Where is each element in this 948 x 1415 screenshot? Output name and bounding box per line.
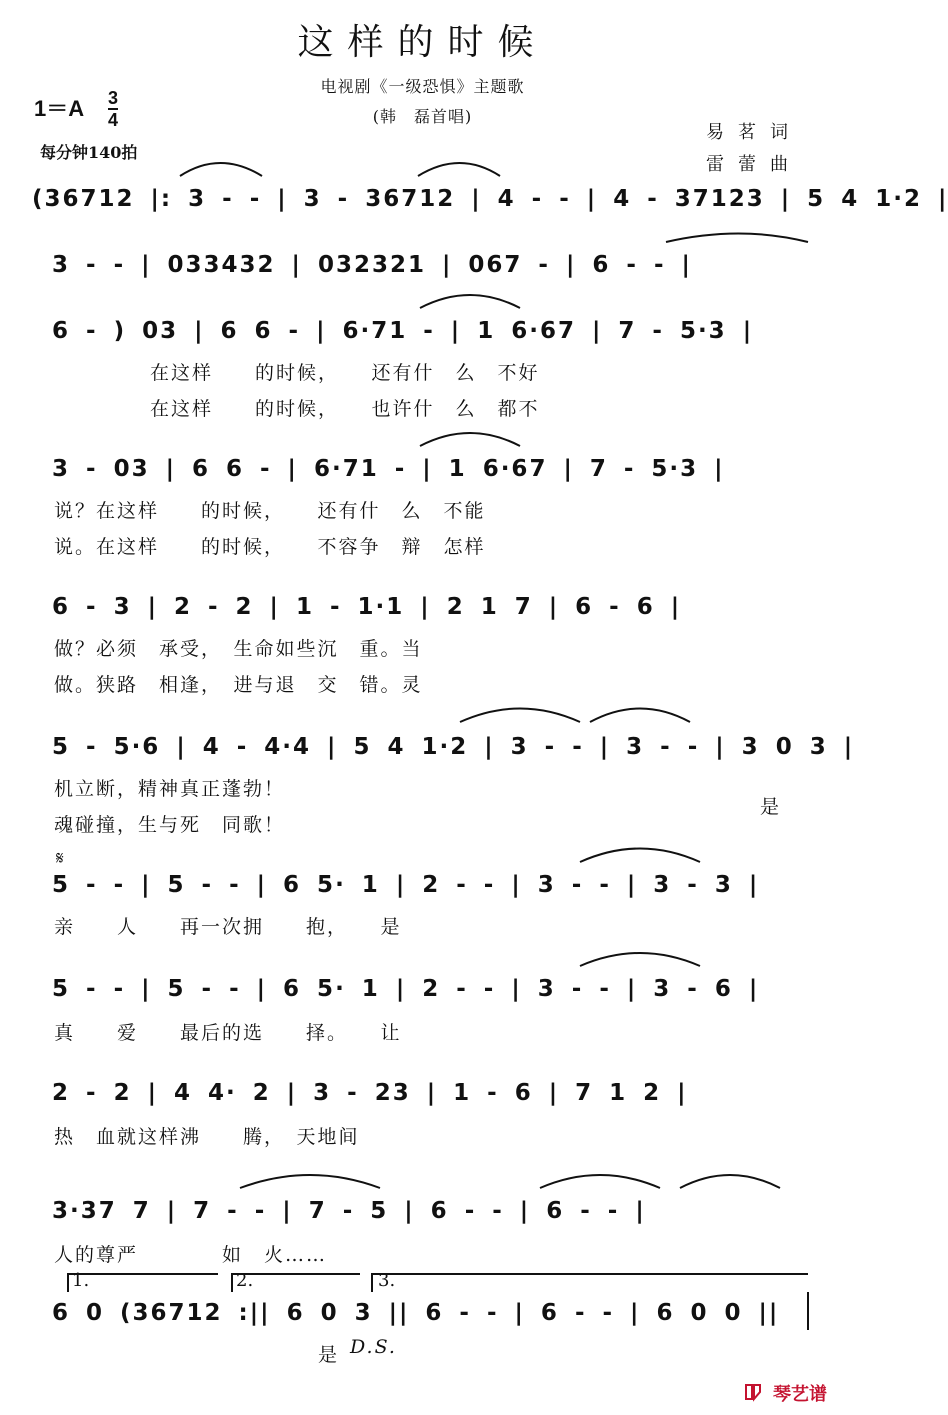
- lyric-row-3-verse-2: 在这样 的时候， 也许什 么 都不: [150, 398, 540, 420]
- dal-segno-mark: D.S.: [350, 1336, 397, 1358]
- lyric-row-6-pickup: 是: [760, 796, 782, 818]
- slur: [460, 709, 580, 723]
- slur: [420, 295, 520, 308]
- slur: [680, 1175, 780, 1188]
- slur: [420, 433, 520, 446]
- lyric-row-5-verse-2: 做。狭路 相逢， 进与退 交 错。灵: [54, 674, 423, 696]
- slur: [666, 234, 808, 243]
- score-row-1: (36712 |: 3 - - | 3 - 36712 | 4 - - | 4 - 37123 | 5 4 1·2 |: [32, 186, 948, 212]
- volta-ending-1: 1.: [72, 1270, 90, 1291]
- time-signature: [108, 88, 118, 130]
- lyric-row-11: 是: [318, 1344, 340, 1366]
- lyric-row-7: 亲 人 再一次拥 抱， 是: [54, 916, 402, 938]
- lyric-row-6-verse-2: 魂碰撞，生与死 同歌！: [54, 814, 286, 836]
- slur: [240, 1175, 380, 1188]
- score-row-9: 2 - 2 | 4 4· 2 | 3 - 23 | 1 - 6 | 7 1 2 |: [52, 1080, 688, 1106]
- volta-ending-2: 2.: [236, 1270, 254, 1291]
- slur: [590, 709, 690, 723]
- lyric-row-9: 热 血就这样沸 腾， 天地间: [54, 1126, 360, 1148]
- volta-ending-3: 3.: [378, 1270, 396, 1291]
- site-logo: [743, 1380, 827, 1408]
- segno-sign: 𝄋: [56, 848, 64, 869]
- score-row-11: 6 0 (36712 :|| 6 0 3 || 6 - - | 6 - - | 6 0 0 ||: [52, 1300, 780, 1326]
- lyric-row-4-verse-1: 说？在这样 的时候， 还有什 么 不能: [54, 500, 486, 522]
- slur: [580, 849, 700, 863]
- slur: [180, 163, 262, 176]
- volta-bracket: [68, 1274, 218, 1292]
- slur: [540, 1175, 660, 1188]
- lyric-row-10: 人的尊严 如 火……: [54, 1244, 328, 1266]
- lyric-row-3-verse-1: 在这样 的时候， 还有什 么 不好: [150, 362, 540, 384]
- score-row-10: 3·37 7 | 7 - - | 7 - 5 | 6 - - | 6 - - |: [52, 1198, 646, 1224]
- score-row-2: 3 - - | 033432 | 032321 | 067 - | 6 - - |: [52, 252, 692, 278]
- slur: [580, 953, 700, 966]
- score-row-7: 5 - - | 5 - - | 6 5· 1 | 2 - - | 3 - - | 3 - 3 |: [52, 872, 760, 898]
- song-title: 这样的时候: [297, 22, 548, 63]
- tempo-marking: 每分钟140拍: [40, 143, 138, 162]
- score-row-6: 5 - 5·6 | 4 - 4·4 | 5 4 1·2 | 3 - - | 3 - - | 3 0 3 |: [52, 734, 855, 760]
- lyricist-credit: 易茗词: [706, 122, 802, 143]
- time-signature-denominator: 4: [108, 110, 119, 130]
- lyric-row-8: 真 爱 最后的选 择。 让: [54, 1022, 402, 1044]
- key-signature: 1＝A: [34, 96, 85, 121]
- composer-credit: 雷蕾曲: [706, 154, 802, 175]
- singer-credit: (韩 磊首唱): [372, 107, 473, 126]
- time-signature-numerator: 3: [108, 88, 119, 108]
- lyric-row-6-verse-1: 机立断，精神真正蓬勃！: [54, 778, 286, 800]
- site-logo-text: 琴艺谱: [773, 1383, 827, 1405]
- piano-logo-icon: [743, 1382, 763, 1407]
- slur: [418, 163, 500, 176]
- volta-bracket: [372, 1274, 808, 1292]
- lyric-row-4-verse-2: 说。在这样 的时候， 不容争 辩 怎样: [54, 536, 486, 558]
- score-row-4: 3 - 03 | 6 6 - | 6·71 - | 1 6·67 | 7 - 5·3 |: [52, 456, 725, 482]
- score-row-8: 5 - - | 5 - - | 6 5· 1 | 2 - - | 3 - - | 3 - 6 |: [52, 976, 760, 1002]
- song-subtitle: 电视剧《一级恐惧》主题歌: [320, 77, 525, 96]
- score-row-5: 6 - 3 | 2 - 2 | 1 - 1·1 | 2 1 7 | 6 - 6 |: [52, 594, 682, 620]
- score-row-3: 6 - ) 03 | 6 6 - | 6·71 - | 1 6·67 | 7 - 5·3 |: [52, 318, 754, 344]
- lyric-row-5-verse-1: 做？必须 承受， 生命如些沉 重。当: [54, 638, 423, 660]
